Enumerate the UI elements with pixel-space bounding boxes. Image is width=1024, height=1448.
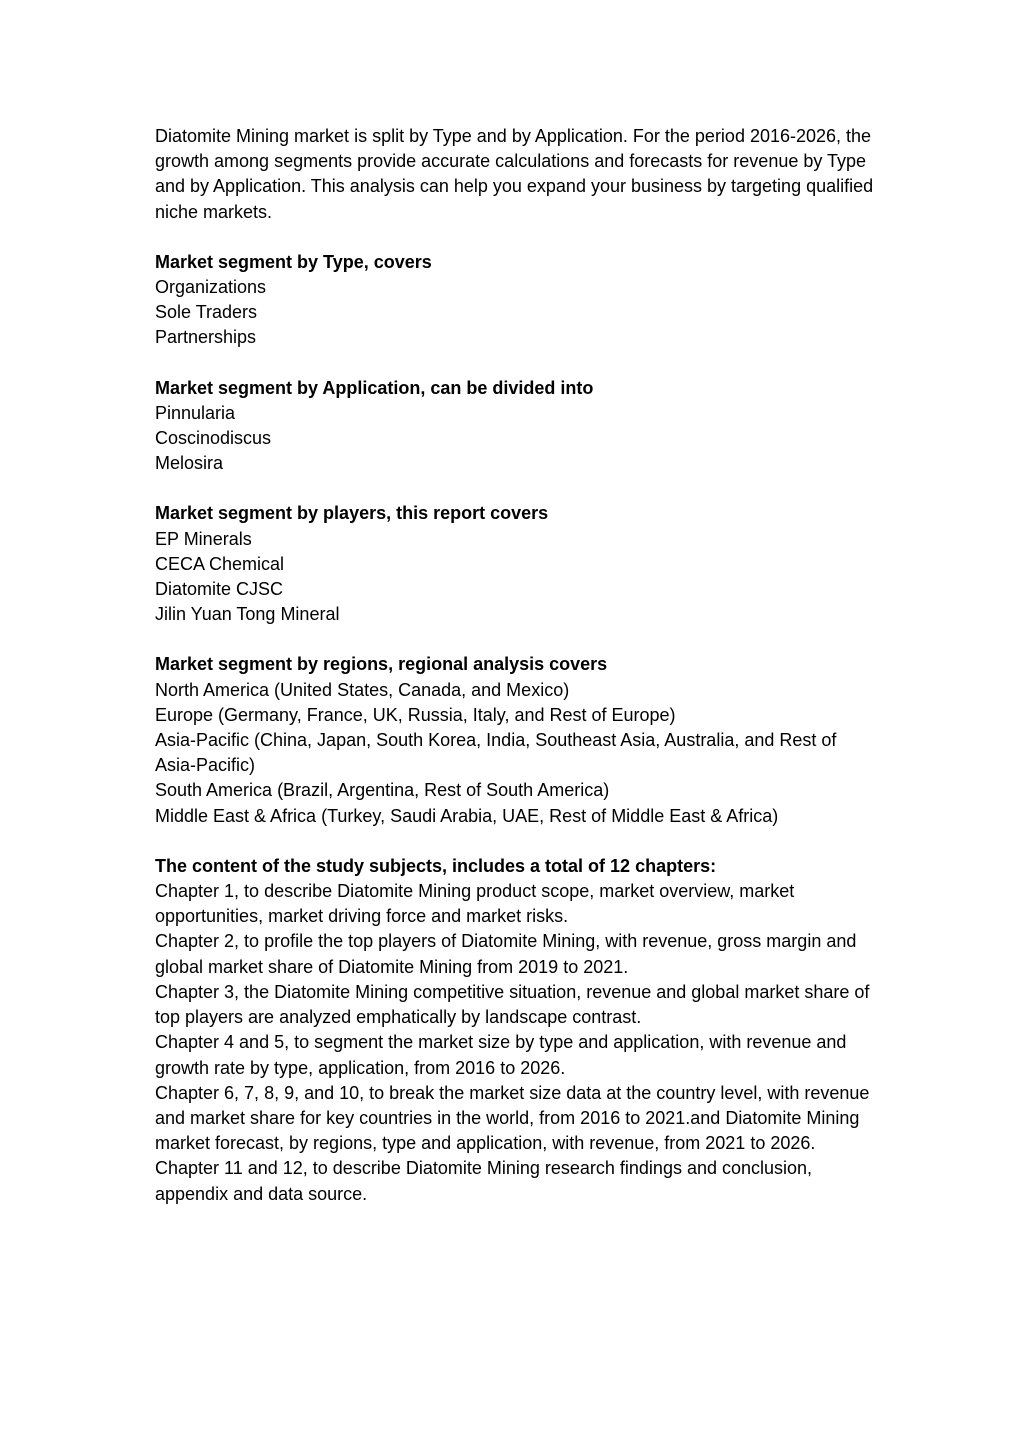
list-item: North America (United States, Canada, and Mexico): [155, 679, 570, 700]
list-item: Jilin Yuan Tong Mineral: [155, 604, 340, 625]
section-heading: The content of the study subjects, includes a total of 12 chapters:: [155, 855, 717, 876]
list-item: Asia-Pacific (China, Japan, South Korea, India, Southeast Asia, Australia, and Rest of Asia-Pacific): [155, 730, 837, 776]
section-application: [155, 376, 875, 477]
section-chapters: [155, 854, 875, 1207]
chapter-item: Chapter 4 and 5, to segment the market size by type and application, with revenue and growth rate by type, application, from 2016 to 2026.: [155, 1032, 847, 1078]
list-item: Diatomite CJSC: [155, 579, 284, 600]
section-heading: Market segment by regions, regional analysis covers: [155, 654, 608, 675]
chapter-item: Chapter 6, 7, 8, 9, and 10, to break the market size data at the country level, with revenue and market share for key countries in the world, from 2016 to 2021.and Diatomite Mining market forecast, by regions, type and application, with revenue, from 2021 to 2026.: [155, 1082, 870, 1154]
list-item: Europe (Germany, France, UK, Russia, Italy, and Rest of Europe): [155, 704, 676, 725]
chapter-item: Chapter 3, the Diatomite Mining competitive situation, revenue and global market share of top players are analyzed emphatically by landscape contrast.: [155, 981, 870, 1028]
section-type: [155, 250, 875, 351]
chapter-item: Chapter 2, to profile the top players of Diatomite Mining, with revenue, gross margin and global market share of Diatomite Mining from 2019 to 2021.: [155, 931, 857, 977]
section-heading: Market segment by Type, covers: [155, 251, 432, 272]
document-page: [155, 124, 875, 1232]
list-item: Coscinodiscus: [155, 428, 272, 449]
section-heading: Market segment by Application, can be divided into: [155, 377, 594, 398]
list-item: Organizations: [155, 277, 267, 298]
list-item: EP Minerals: [155, 528, 252, 549]
list-item: Pinnularia: [155, 402, 236, 423]
section-players: [155, 501, 875, 627]
list-item: Sole Traders: [155, 302, 258, 323]
chapter-item: Chapter 1, to describe Diatomite Mining product scope, market overview, market opportunities, market driving force and market risks.: [155, 881, 795, 927]
chapter-item: Chapter 11 and 12, to describe Diatomite Mining research findings and conclusion, appendix and data source.: [155, 1158, 813, 1204]
list-item: CECA Chemical: [155, 553, 285, 574]
list-item: Middle East & Africa (Turkey, Saudi Arabia, UAE, Rest of Middle East & Africa): [155, 805, 779, 826]
section-regions: [155, 652, 875, 828]
list-item: South America (Brazil, Argentina, Rest of South America): [155, 780, 610, 801]
list-item: Partnerships: [155, 327, 257, 348]
intro-paragraph: Diatomite Mining market is split by Type and by Application. For the period 2016-2026, the growth among segments provide accurate calculations and forecasts for revenue by Type and by Application. This analysis can help you expand your business by targeting qualified niche markets.: [155, 126, 874, 222]
list-item: Melosira: [155, 453, 224, 474]
section-heading: Market segment by players, this report covers: [155, 503, 549, 524]
